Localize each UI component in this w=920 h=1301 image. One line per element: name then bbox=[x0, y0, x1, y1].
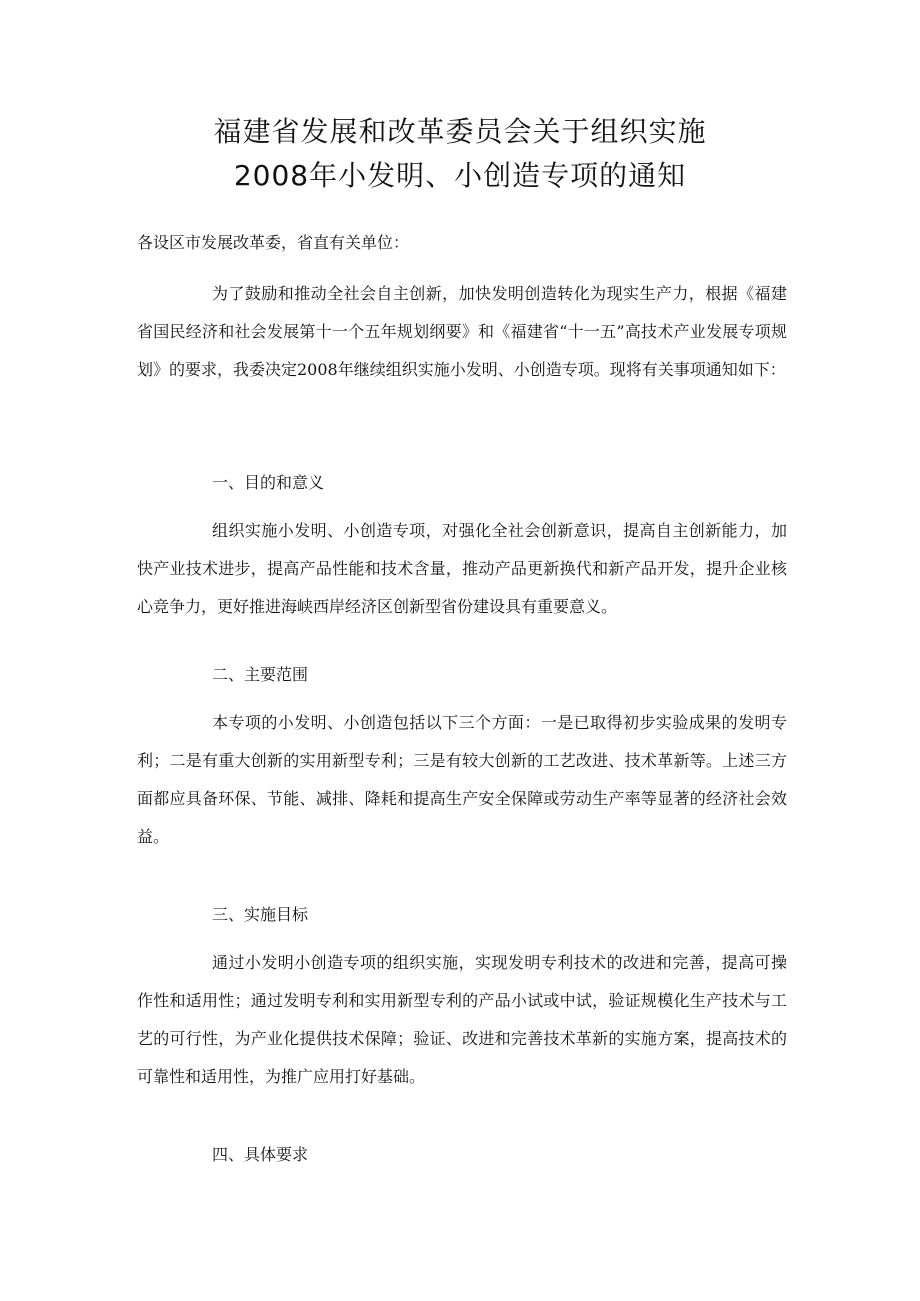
section-body-3: 通过小发明小创造专项的组织实施，实现发明专利技术的改进和完善，提高可操作性和适用性；通过发明专利和实用新型专利的产品小试或中试，验证规模化生产技术与工艺的可行性，为产业化提供技术保障；验证、改进和完善技术革新的实施方案，提高技术的可靠性和适用性，为推广应用打好基础。 bbox=[137, 953, 787, 1086]
section-heading-2: 二、主要范围 bbox=[212, 665, 309, 684]
section-body-1: 组织实施小发明、小创造专项，对强化全社会创新意识，提高自主创新能力，加快产业技术进步，提高产品性能和技术含量，推动产品更新换代和新产品开发，提升企业核心竞争力，更好推进海峡西岸经济区创新型省份建设具有重要意义。 bbox=[137, 521, 787, 616]
section-heading-3: 三、实施目标 bbox=[212, 905, 309, 924]
document-title-line-2: 2008年小发明、小创造专项的通知 bbox=[233, 159, 687, 192]
intro-paragraph: 为了鼓励和推动全社会自主创新，加快发明创造转化为现实生产力，根据《福建省国民经济和社会发展第十一个五年规划纲要》和《福建省“十一五”高技术产业发展专项规划》的要求，我委决定2008年继续组织实施小发明、小创造专项。现将有关事项通知如下： bbox=[137, 284, 787, 379]
section-heading-4: 四、具体要求 bbox=[212, 1145, 309, 1164]
document-title-line-1: 福建省发展和改革委员会关于组织实施 bbox=[213, 115, 707, 148]
section-heading-1: 一、目的和意义 bbox=[212, 473, 325, 492]
salutation: 各设区市发展改革委，省直有关单位： bbox=[137, 233, 410, 252]
section-body-2: 本专项的小发明、小创造包括以下三个方面：一是已取得初步实验成果的发明专利；二是有重大创新的实用新型专利；三是有较大创新的工艺改进、技术革新等。上述三方面都应具备环保、节能、减排、降耗和提高生产安全保障或劳动生产率等显著的经济社会效益。 bbox=[137, 713, 787, 846]
